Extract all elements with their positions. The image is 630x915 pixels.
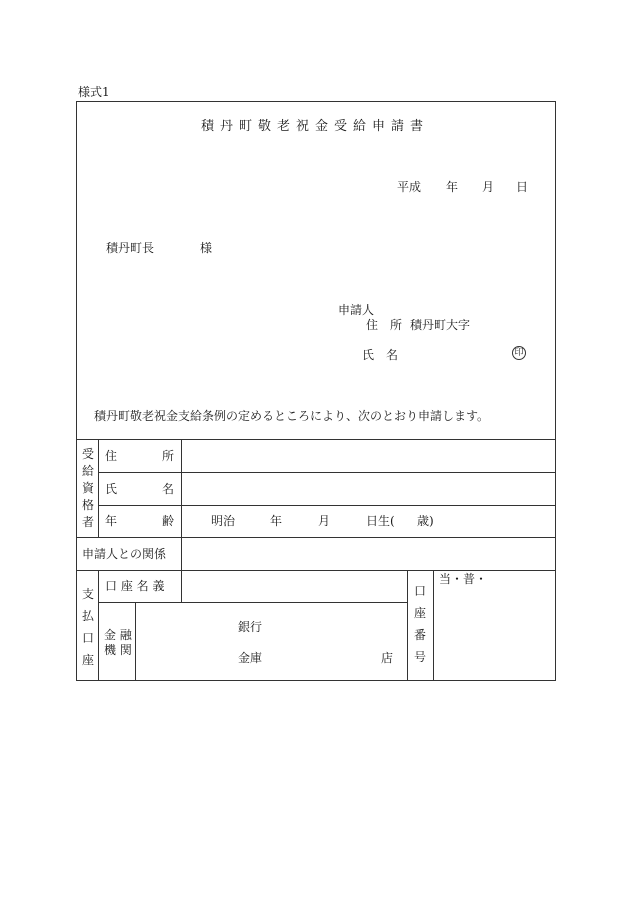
divider-line xyxy=(76,439,556,440)
payment-account-group-label: 支 払 口 座 xyxy=(82,587,95,667)
divider-line xyxy=(98,570,99,681)
qualified-address-label: 住 xyxy=(105,449,118,463)
addressee-office: 積丹町長 xyxy=(106,241,155,255)
divider-line xyxy=(433,570,434,681)
qualified-age-label: 年 xyxy=(105,514,118,528)
addressee-honorific: 様 xyxy=(200,241,213,255)
branch-suffix: 店 xyxy=(381,651,394,665)
date-year: 年 xyxy=(446,180,459,194)
birth-year: 年 xyxy=(270,514,283,528)
applicant-heading: 申請人 xyxy=(338,303,375,317)
credit-union-suffix: 金庫 xyxy=(238,651,263,665)
bank-suffix: 銀行 xyxy=(238,620,263,634)
birth-month: 月 xyxy=(318,514,331,528)
qualified-age-label-end: 齢 xyxy=(162,514,175,528)
relationship-label: 申請人との関係 xyxy=(82,547,167,561)
applicant-address-label: 住 所 xyxy=(366,318,403,332)
form-title: 積丹町敬老祝金受給申請書 xyxy=(200,119,429,134)
divider-line xyxy=(135,602,136,681)
divider-line xyxy=(98,472,556,473)
applicant-name-label: 氏 名 xyxy=(362,348,399,362)
qualified-address-label-end: 所 xyxy=(162,449,175,463)
divider-line xyxy=(407,570,408,681)
account-holder-label: 口 座 名 義 xyxy=(105,579,165,593)
account-number-label: 口 座 番 号 xyxy=(414,584,427,664)
qualified-name-label: 氏 xyxy=(105,482,118,496)
divider-line xyxy=(98,505,556,506)
qualified-name-label-end: 名 xyxy=(162,482,175,496)
divider-line xyxy=(98,439,99,537)
form-number: 様式1 xyxy=(78,85,110,99)
seal-mark: 印 xyxy=(512,346,526,360)
date-month: 月 xyxy=(482,180,495,194)
qualified-person-group-label: 受 給 資 格 者 xyxy=(82,447,95,529)
financial-institution-label: 金 融 xyxy=(104,628,132,642)
date-day: 日 xyxy=(516,180,529,194)
account-type-options: 当・普・ xyxy=(439,572,488,586)
date-era: 平成 xyxy=(397,180,422,194)
birth-day: 日生( xyxy=(366,514,395,528)
age-years: 歳) xyxy=(417,514,434,528)
divider-line xyxy=(76,570,556,571)
financial-institution-label-2: 機 関 xyxy=(104,643,132,657)
divider-line xyxy=(98,602,407,603)
applicant-address-value: 積丹町大字 xyxy=(410,318,471,332)
birth-era: 明治 xyxy=(211,514,236,528)
application-statement: 積丹町敬老祝金支給条例の定めるところにより、次のとおり申請します。 xyxy=(94,409,490,423)
divider-line xyxy=(76,537,556,538)
divider-line xyxy=(181,439,182,602)
